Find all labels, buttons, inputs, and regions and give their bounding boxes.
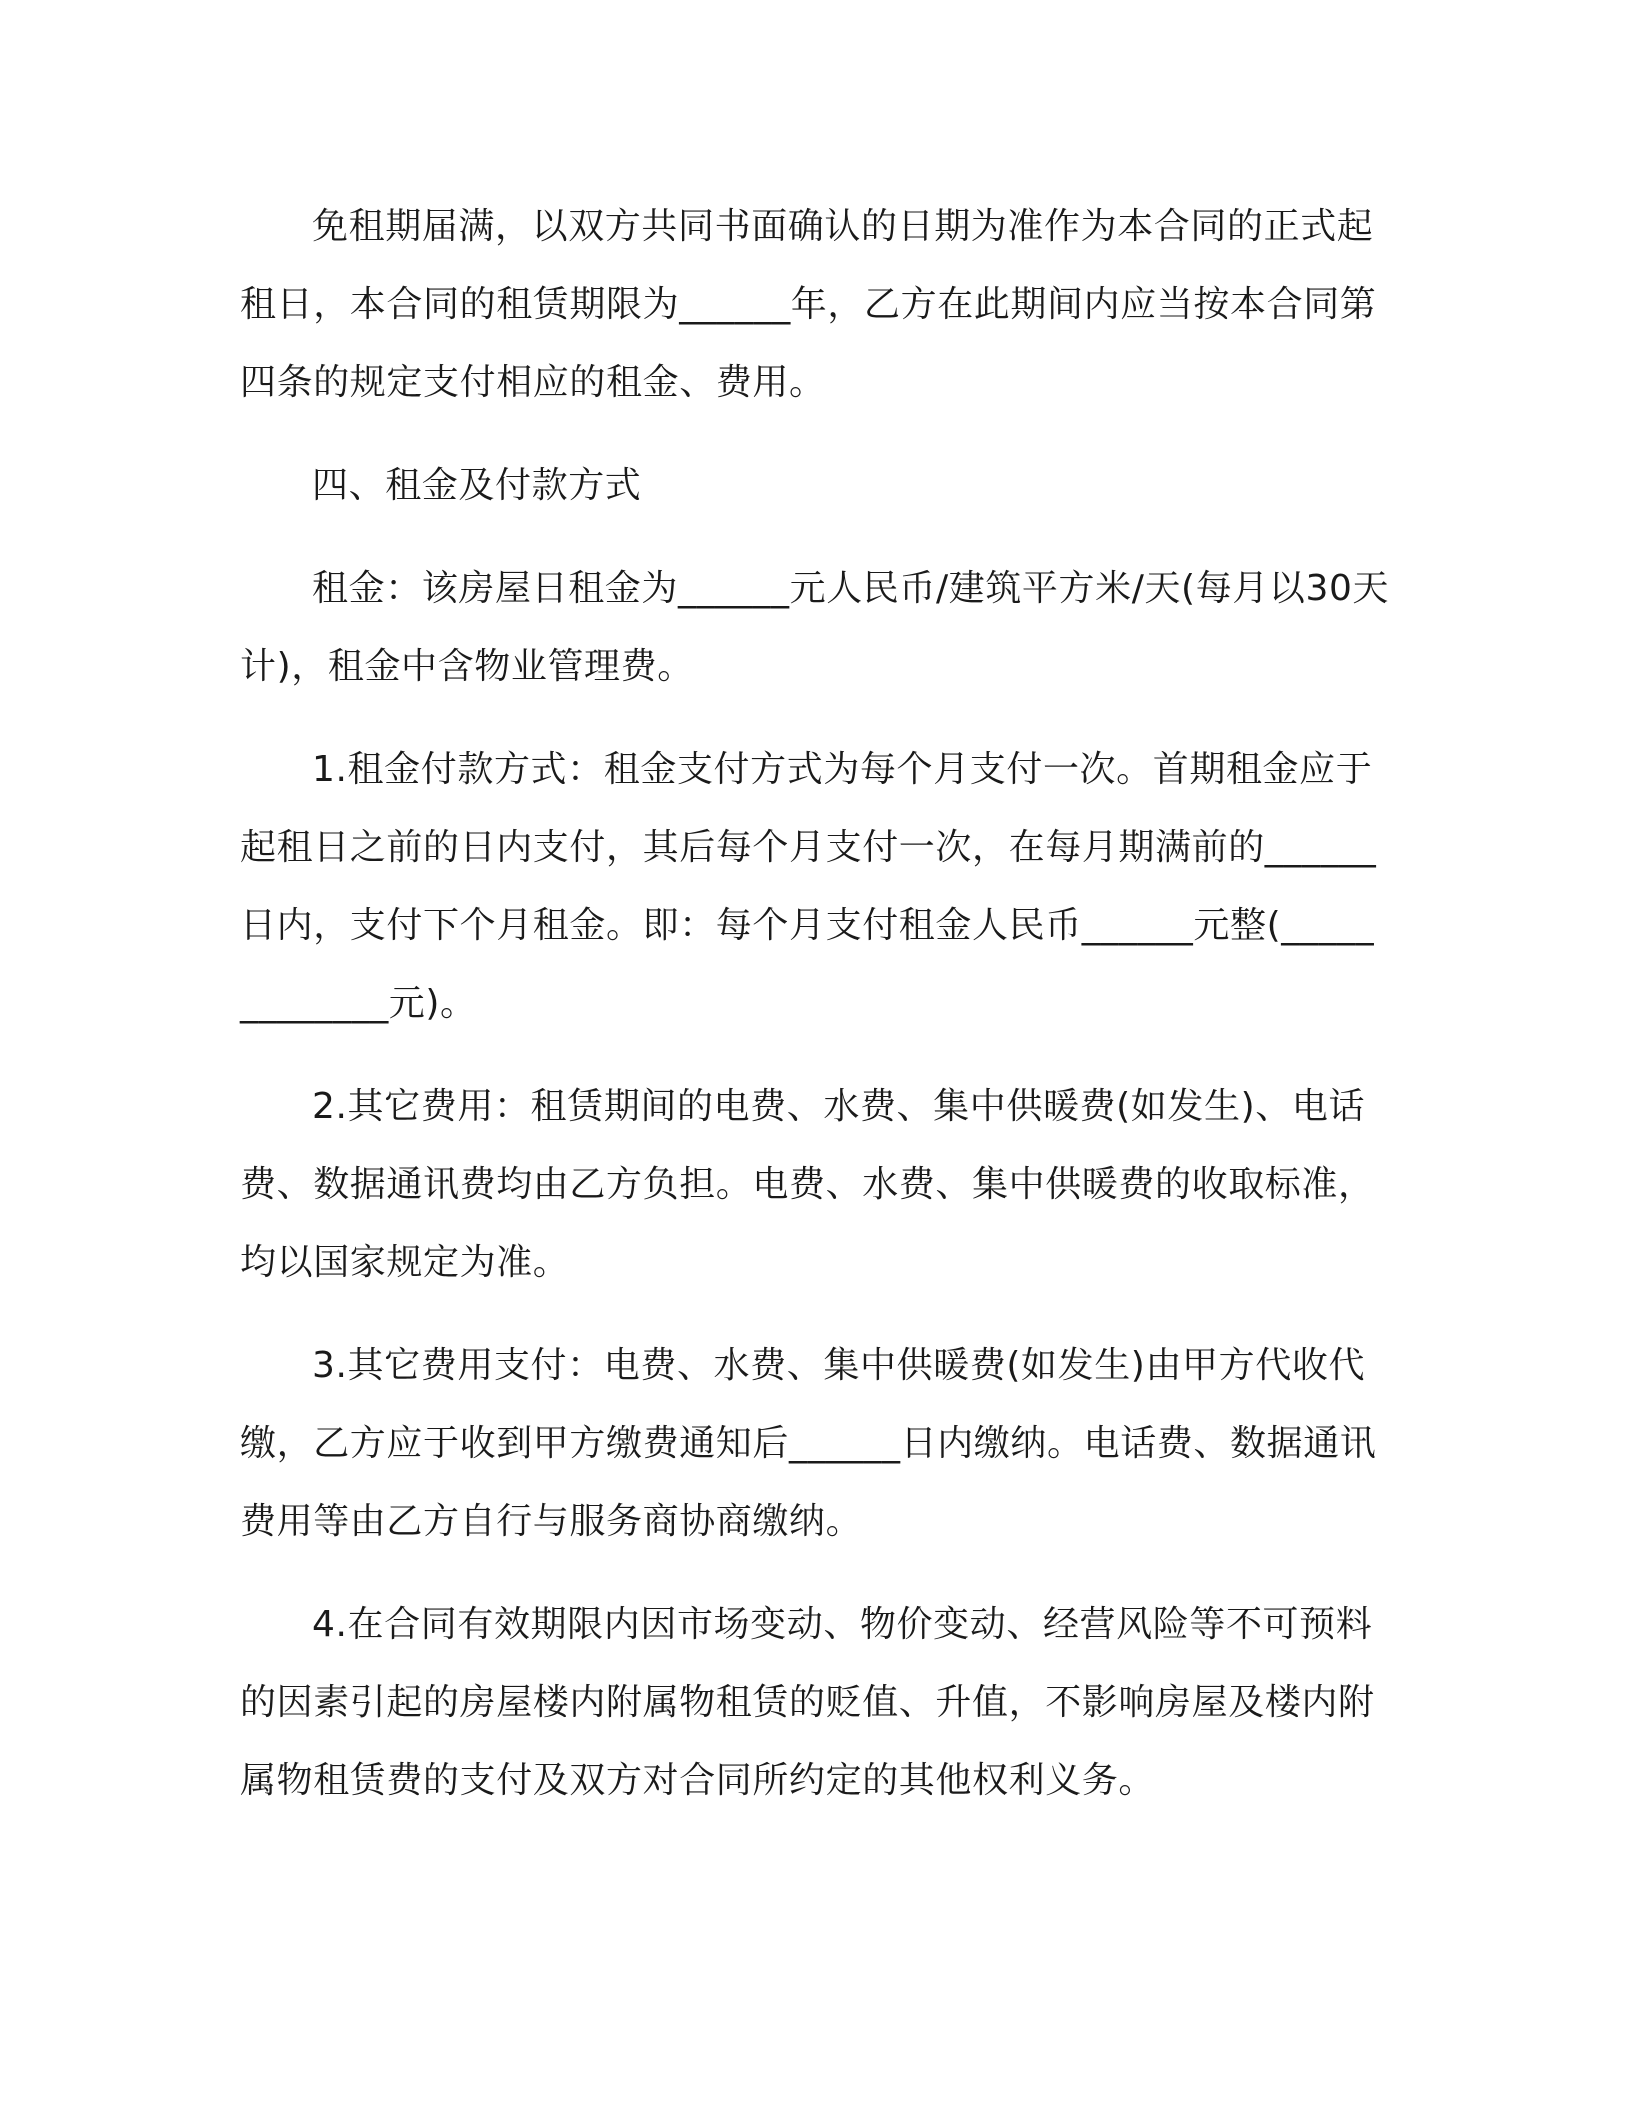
paragraph-market-risk: 4.在合同有效期限内因市场变动、物价变动、经营风险等不可预料的因素引起的房屋楼内附属物租赁的贬值、升值，不影响房屋及楼内附属物租赁费的支付及双方对合同所约定的其他权利义务。 [240,1604,1375,1801]
paragraph-other-fees: 2.其它费用：租赁期间的电费、水费、集中供暖费(如发生)、电话费、数据通讯费均由乙方负担。电费、水费、集中供暖费的收取标准，均以国家规定为准。 [240,1086,1375,1283]
paragraph-rent-term: 免租期届满，以双方共同书面确认的日期为准作为本合同的正式起租日，本合同的租赁期限为______年，乙方在此期间内应当按本合同第四条的规定支付相应的租金、费用。 [240,206,1377,403]
document-body [240,188,1390,1845]
section-heading-rent-payment: 四、租金及付款方式 [312,465,642,506]
paragraph-rent-amount: 租金：该房屋日租金为______元人民币/建筑平方米/天(每月以30天计)，租金中含物业管理费。 [240,568,1390,687]
paragraph-payment-method: 1.租金付款方式：租金支付方式为每个月支付一次。首期租金应于起租日之前的日内支付，其后每个月支付一次，在每月期满前的______日内，支付下个月租金。即：每个月支付租金人民币______元整(_____________元)。 [240,749,1377,1024]
paragraph-other-fees-payment: 3.其它费用支付：电费、水费、集中供暖费(如发生)由甲方代收代缴，乙方应于收到甲方缴费通知后______日内缴纳。电话费、数据通讯费用等由乙方自行与服务商协商缴纳。 [240,1345,1377,1542]
